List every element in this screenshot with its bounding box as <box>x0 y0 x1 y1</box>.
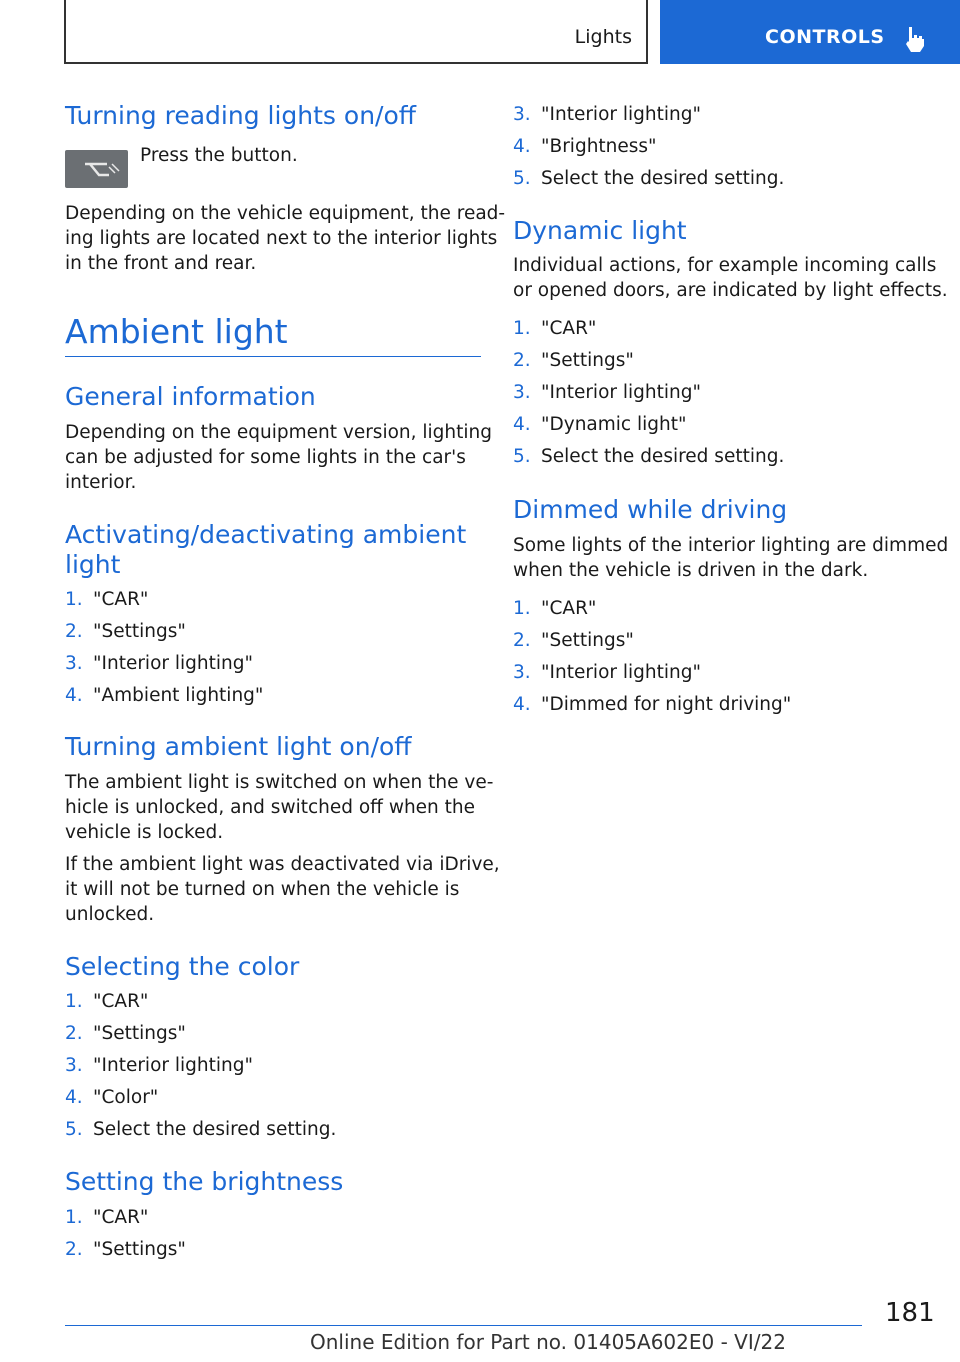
reading-lights-body: Depending on the vehicle equipment, the read- ing lights are located next to the interior lights in the front and rear. <box>65 203 506 274</box>
general-information-body: Depending on the equipment version, lighting can be adjusted for some lights in the car's interior. <box>65 422 492 493</box>
activating-heading: Activating/deactivating ambient light <box>65 520 467 579</box>
footer-divider <box>65 1325 862 1326</box>
general-information-heading: General information <box>65 382 316 411</box>
footer-edition: Online Edition for Part no. 01405A602E0 - VI/22 <box>310 1330 786 1354</box>
ambient-light-heading: Ambient light <box>65 312 288 351</box>
heading-divider <box>65 356 481 357</box>
turning-ambient-para1: The ambient light is switched on when the ve- hicle is unlocked, and switched off when the vehicle is locked. <box>65 772 494 843</box>
turning-ambient-heading: Turning ambient light on/off <box>65 732 412 761</box>
dynamic-light-heading: Dynamic light <box>513 216 687 245</box>
header-chapter-tab <box>660 0 960 64</box>
press-button-text: Press the button. <box>140 145 298 166</box>
turning-ambient-para2: If the ambient light was deactivated via iDrive, it will not be turned on when the vehicle is unlocked. <box>65 854 500 925</box>
selecting-color-heading: Selecting the color <box>65 952 300 981</box>
header-section-title: Lights <box>574 26 632 48</box>
dimmed-while-driving-body: Some lights of the interior lighting are dimmed when the vehicle is driven in the dark. <box>513 535 949 581</box>
header-section-box <box>64 0 648 64</box>
pointing-hand-icon <box>900 24 930 54</box>
dynamic-light-body: Individual actions, for example incoming calls or opened doors, are indicated by light effects. <box>513 255 948 301</box>
setting-brightness-heading: Setting the brightness <box>65 1167 344 1196</box>
page-number: 181 <box>885 1298 935 1328</box>
dimmed-while-driving-heading: Dimmed while driving <box>513 495 788 524</box>
reading-light-button-icon <box>65 150 128 188</box>
header-chapter-title: CONTROLS <box>765 26 885 48</box>
reading-lights-heading: Turning reading lights on/off <box>65 101 416 130</box>
